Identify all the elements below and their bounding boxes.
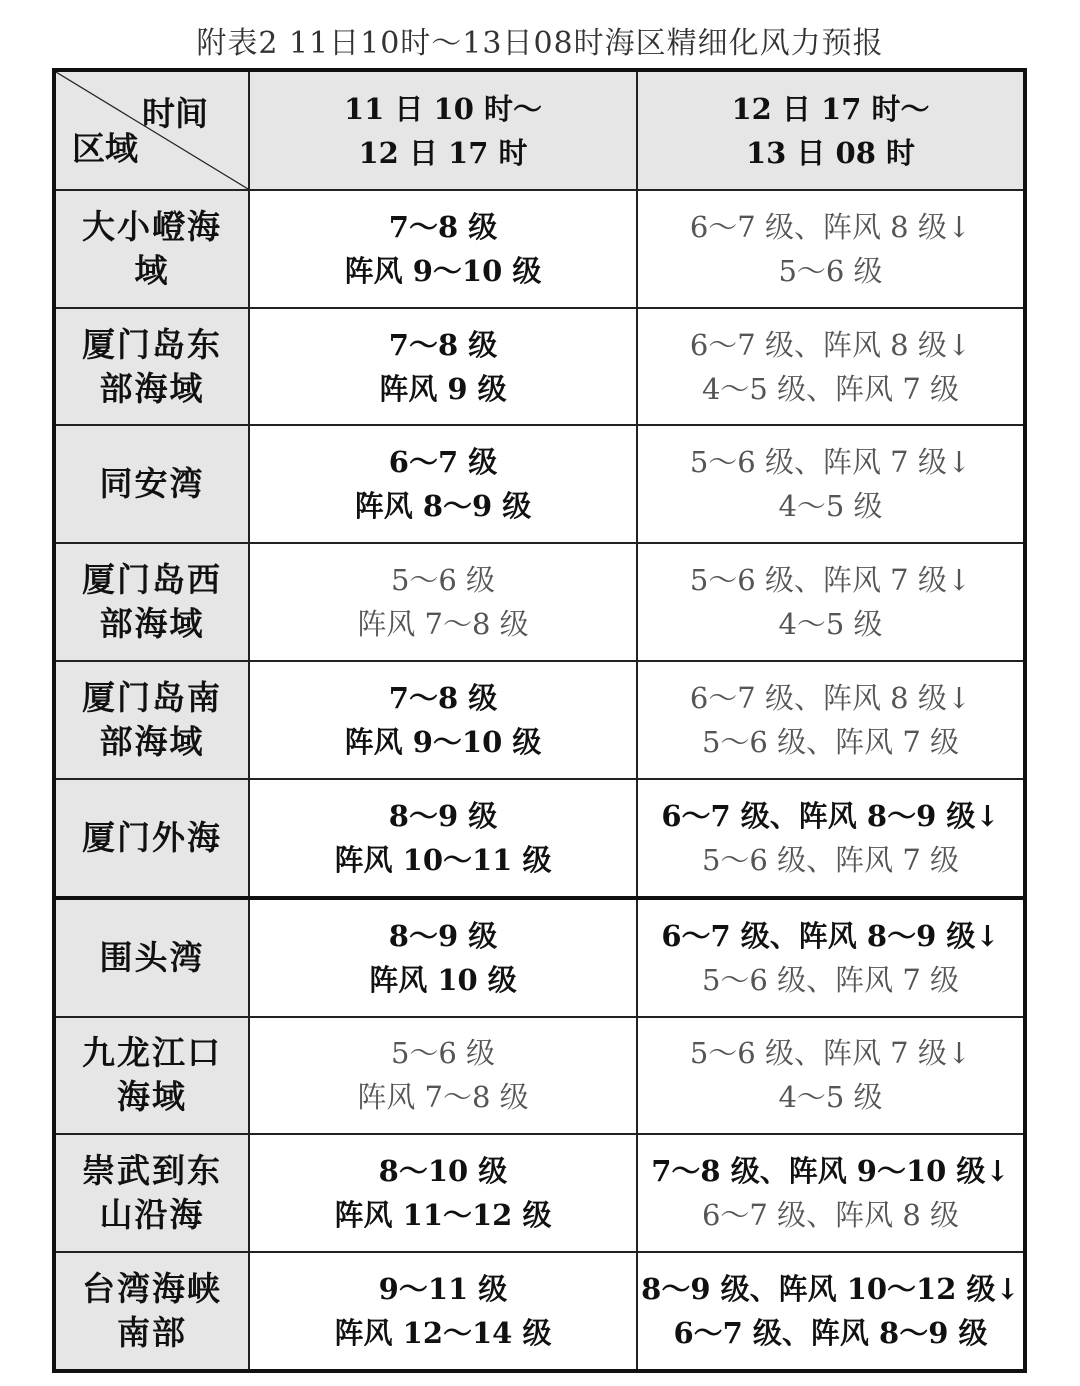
region-cell: [54, 190, 249, 308]
region-name-line1: 大小嶝海: [82, 206, 222, 246]
period1-wind-level: 8～9 级: [388, 798, 498, 833]
period1-cell: [249, 898, 637, 1017]
table-row: [54, 661, 1025, 779]
region-cell: [54, 1134, 249, 1252]
table-row: [54, 898, 1025, 1017]
table-row: [54, 308, 1025, 426]
period1-cell: [249, 1017, 637, 1135]
region-cell: [54, 308, 249, 426]
period2-cell: [637, 661, 1025, 779]
region-name-line1: 同安湾: [99, 464, 205, 504]
period1-gust-level: 阵风 11～12 级: [334, 1198, 552, 1233]
period2-cell: [637, 308, 1025, 426]
region-name-line1: 围头湾: [99, 937, 205, 977]
period1-cell: [249, 190, 637, 308]
period1-gust-level: 阵风 7～8 级: [357, 1080, 529, 1115]
region-cell: [54, 779, 249, 898]
period2-cell: [637, 190, 1025, 308]
period2-wind-level: 6～7 级、阵风 8 级↓: [689, 680, 972, 715]
table-row: [54, 779, 1025, 898]
region-name-line2: 南部: [117, 1312, 187, 1352]
period-header-2-line2: 13 日 08 时: [745, 135, 915, 170]
period2-wind-level: 8～9 级、阵风 10～12 级↓: [641, 1271, 1020, 1306]
period1-cell: [249, 1134, 637, 1252]
period1-gust-level: 阵风 10～11 级: [334, 842, 552, 877]
wind-forecast-table: [52, 68, 1027, 1373]
period2-trend-level: 5～6 级: [778, 253, 883, 288]
period1-wind-level: 7～8 级: [388, 680, 498, 715]
region-name-line1: 厦门岛东: [82, 324, 222, 364]
period1-gust-level: 阵风 9 级: [379, 371, 507, 406]
region-cell: [54, 1017, 249, 1135]
period2-trend-level: 4～5 级: [778, 1080, 883, 1115]
region-name-line2: 山沿海: [99, 1195, 205, 1235]
region-cell: [54, 1252, 249, 1371]
period1-wind-level: 9～11 级: [378, 1271, 508, 1306]
region-name-line2: 部海域: [99, 368, 205, 408]
period2-cell: [637, 425, 1025, 543]
period-header-1-line1: 11 日 10 时～: [343, 91, 542, 126]
period2-wind-level: 6～7 级、阵风 8 级↓: [689, 327, 972, 362]
table-row: [54, 190, 1025, 308]
period-header-1-line2: 12 日 17 时: [358, 135, 528, 170]
period2-trend-level: 5～6 级、阵风 7 级: [701, 962, 959, 997]
period1-wind-level: 6～7 级: [388, 445, 498, 480]
region-name-line1: 台湾海峡: [82, 1268, 222, 1308]
table-row: [54, 1017, 1025, 1135]
period1-cell: [249, 779, 637, 898]
region-cell: [54, 661, 249, 779]
period2-trend-level: 6～7 级、阵风 8～9 级: [673, 1315, 988, 1350]
table-row: [54, 1134, 1025, 1252]
period2-wind-level: 5～6 级、阵风 7 级↓: [689, 445, 972, 480]
period2-trend-level: 4～5 级: [778, 606, 883, 641]
period1-gust-level: 阵风 12～14 级: [334, 1315, 552, 1350]
corner-label-region: 区域: [72, 129, 138, 168]
period1-cell: [249, 661, 637, 779]
table-row: [54, 543, 1025, 661]
table-row: [54, 425, 1025, 543]
period2-wind-level: 6～7 级、阵风 8～9 级↓: [661, 918, 1000, 953]
region-name-line1: 崇武到东: [82, 1151, 222, 1191]
period1-gust-level: 阵风 9～10 级: [344, 253, 542, 288]
period1-gust-level: 阵风 9～10 级: [344, 724, 542, 759]
period1-wind-level: 8～10 级: [378, 1154, 508, 1189]
period2-cell: [637, 543, 1025, 661]
period1-cell: [249, 308, 637, 426]
period2-trend-level: 4～5 级、阵风 7 级: [701, 371, 959, 406]
corner-header-cell: [54, 70, 249, 190]
table-row: [54, 1252, 1025, 1371]
region-name-line2: 部海域: [99, 603, 205, 643]
period2-wind-level: 7～8 级、阵风 9～10 级↓: [651, 1154, 1010, 1189]
region-name-line2: 域: [134, 250, 170, 290]
region-cell: [54, 898, 249, 1017]
region-name-line2: 海域: [117, 1077, 187, 1117]
period1-wind-level: 5～6 级: [390, 562, 496, 597]
period1-wind-level: 8～9 级: [388, 918, 498, 953]
period2-cell: [637, 898, 1025, 1017]
table-header-row: [54, 70, 1025, 190]
region-name-line1: 厦门外海: [82, 817, 222, 857]
period1-wind-level: 5～6 级: [390, 1036, 496, 1071]
period1-cell: [249, 543, 637, 661]
region-name-line2: 部海域: [99, 721, 205, 761]
period1-gust-level: 阵风 7～8 级: [357, 606, 529, 641]
period1-cell: [249, 425, 637, 543]
period2-cell: [637, 1252, 1025, 1371]
period1-gust-level: 阵风 10 级: [369, 962, 517, 997]
period2-wind-level: 5～6 级、阵风 7 级↓: [689, 562, 972, 597]
period2-trend-level: 4～5 级: [778, 489, 883, 524]
region-cell: [54, 543, 249, 661]
corner-label-time: 时间: [142, 94, 208, 133]
period2-trend-level: 6～7 级、阵风 8 级: [701, 1198, 959, 1233]
region-cell: [54, 425, 249, 543]
period-header-2-line1: 12 日 17 时～: [731, 91, 930, 126]
region-name-line1: 九龙江口: [82, 1033, 222, 1073]
period2-wind-level: 6～7 级、阵风 8～9 级↓: [661, 798, 1000, 833]
table-title: 附表2 11日10时～13日08时海区精细化风力预报: [196, 26, 884, 61]
period1-wind-level: 7～8 级: [388, 209, 498, 244]
period2-wind-level: 5～6 级、阵风 7 级↓: [689, 1036, 972, 1071]
period-header-2: [637, 70, 1025, 190]
period1-wind-level: 7～8 级: [388, 327, 498, 362]
period2-cell: [637, 1017, 1025, 1135]
region-name-line1: 厦门岛西: [82, 559, 222, 599]
region-name-line1: 厦门岛南: [82, 677, 222, 717]
period2-trend-level: 5～6 级、阵风 7 级: [701, 724, 959, 759]
period2-cell: [637, 779, 1025, 898]
period2-wind-level: 6～7 级、阵风 8 级↓: [689, 209, 972, 244]
period-header-1: [249, 70, 637, 190]
period1-cell: [249, 1252, 637, 1371]
period1-gust-level: 阵风 8～9 级: [354, 489, 532, 524]
period2-cell: [637, 1134, 1025, 1252]
period2-trend-level: 5～6 级、阵风 7 级: [701, 842, 959, 877]
